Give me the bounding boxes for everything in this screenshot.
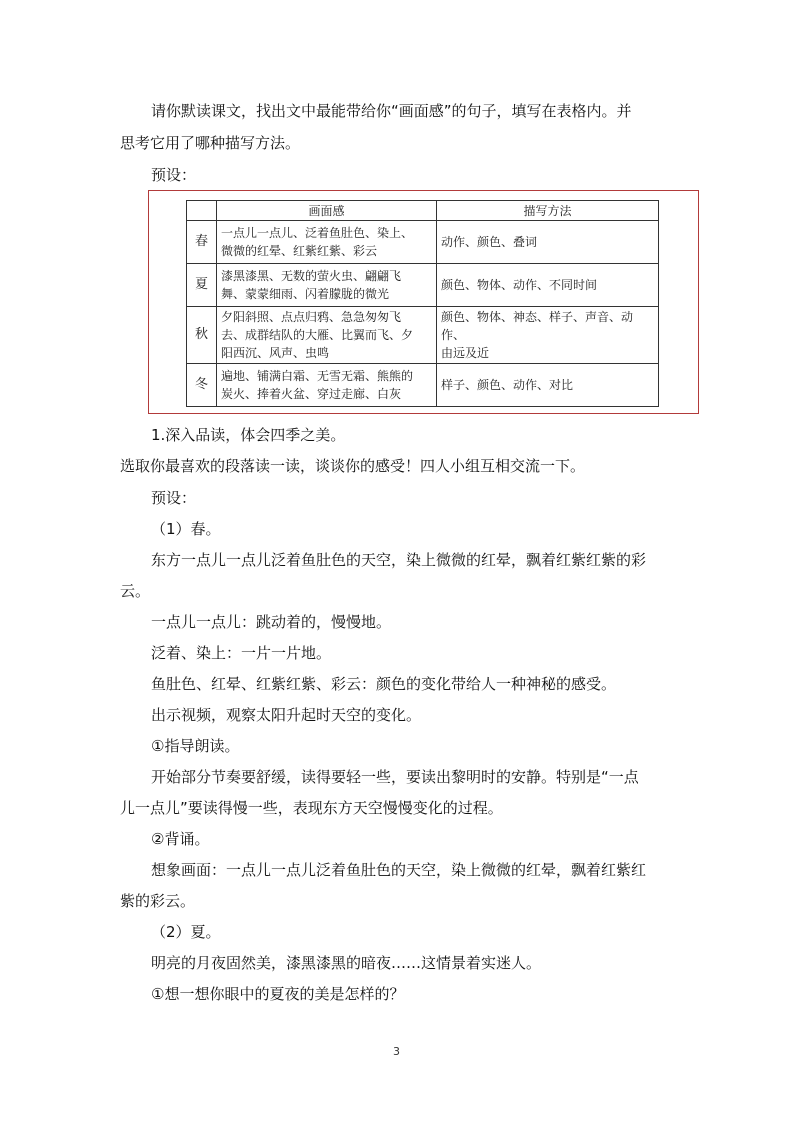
section-heading: 1.深入品读，体会四季之美。 bbox=[151, 426, 346, 444]
scene-cell: 夕阳斜照、点点归鸦、急急匆匆飞 去、成群结队的大雁、比翼而飞、夕 阳西沉、风声、虫鸣 bbox=[217, 307, 437, 364]
paragraph-line: 儿一点儿”要读得慢一些，表现东方天空慢慢变化的过程。 bbox=[120, 799, 503, 817]
page-number: 3 bbox=[393, 1045, 400, 1058]
header-season bbox=[187, 201, 217, 221]
instruction-paragraph: 选取你最喜欢的段落读一读，谈谈你的感受！四人小组互相交流一下。 bbox=[120, 457, 586, 475]
paragraph-line: 云。 bbox=[120, 582, 151, 600]
table-row bbox=[187, 221, 659, 264]
method-cell: 样子、颜色、动作、对比 bbox=[437, 364, 659, 407]
method-cell: 动作、颜色、叠词 bbox=[437, 221, 659, 264]
header-scene: 画面感 bbox=[217, 201, 437, 221]
subheading-spring: （1）春。 bbox=[151, 520, 221, 538]
table-row bbox=[187, 364, 659, 407]
scene-cell: 漆黑漆黑、无数的萤火虫、翩翩飞 舞、蒙蒙细雨、闪着朦胧的微光 bbox=[217, 264, 437, 307]
intro-line-1: 请你默读课文，找出文中最能带给你“画面感”的句子，填写在表格内。并 bbox=[151, 102, 632, 120]
season-cell: 夏 bbox=[187, 264, 217, 307]
method-cell: 颜色、物体、神态、样子、声音、动作、 由远及近 bbox=[437, 307, 659, 364]
method-cell: 颜色、物体、动作、不同时间 bbox=[437, 264, 659, 307]
paragraph-line: 开始部分节奏要舒缓，读得要轻一些，要读出黎明时的安静。特别是“一点 bbox=[151, 768, 639, 786]
table-row bbox=[187, 307, 659, 364]
paragraph-line: 泛着、染上：一片一片地。 bbox=[151, 644, 332, 662]
paragraph-line: 明亮的月夜固然美，漆黑漆黑的暗夜……这情景着实迷人。 bbox=[151, 954, 542, 972]
season-cell: 冬 bbox=[187, 364, 217, 407]
paragraph-line: ①指导朗读。 bbox=[151, 737, 240, 755]
table-header-row bbox=[187, 201, 659, 221]
scene-cell: 一点儿一点儿、泛着鱼肚色、染上、 微微的红晕、红紫红紫、彩云 bbox=[217, 221, 437, 264]
paragraph-line: ①想一想你眼中的夏夜的美是怎样的？ bbox=[151, 985, 405, 1003]
intro-line-2: 思考它用了哪种描写方法。 bbox=[120, 134, 301, 152]
paragraph-line: 一点儿一点儿：跳动着的，慢慢地。 bbox=[151, 613, 392, 631]
header-method: 描写方法 bbox=[437, 201, 659, 221]
season-cell: 春 bbox=[187, 221, 217, 264]
preset-label-2: 预设： bbox=[151, 489, 197, 507]
table-row bbox=[187, 264, 659, 307]
preset-label: 预设： bbox=[151, 166, 197, 184]
description-table bbox=[186, 200, 659, 407]
paragraph-line: 出示视频，观察太阳升起时天空的变化。 bbox=[151, 706, 422, 724]
paragraph-line: ②背诵。 bbox=[151, 830, 210, 848]
season-cell: 秋 bbox=[187, 307, 217, 364]
paragraph-line: 东方一点儿一点儿泛着鱼肚色的天空，染上微微的红晕，飘着红紫红紫的彩 bbox=[151, 551, 647, 569]
paragraph-line: 紫的彩云。 bbox=[120, 892, 196, 910]
paragraph-line: 想象画面：一点儿一点儿泛着鱼肚色的天空，染上微微的红晕，飘着红紫红 bbox=[151, 861, 647, 879]
paragraph-line: 鱼肚色、红晕、红紫红紫、彩云：颜色的变化带给人一种神秘的感受。 bbox=[151, 675, 617, 693]
scene-cell: 遍地、铺满白霜、无雪无霜、熊熊的 炭火、捧着火盆、穿过走廊、白灰 bbox=[217, 364, 437, 407]
subheading-summer: （2）夏。 bbox=[151, 923, 221, 941]
